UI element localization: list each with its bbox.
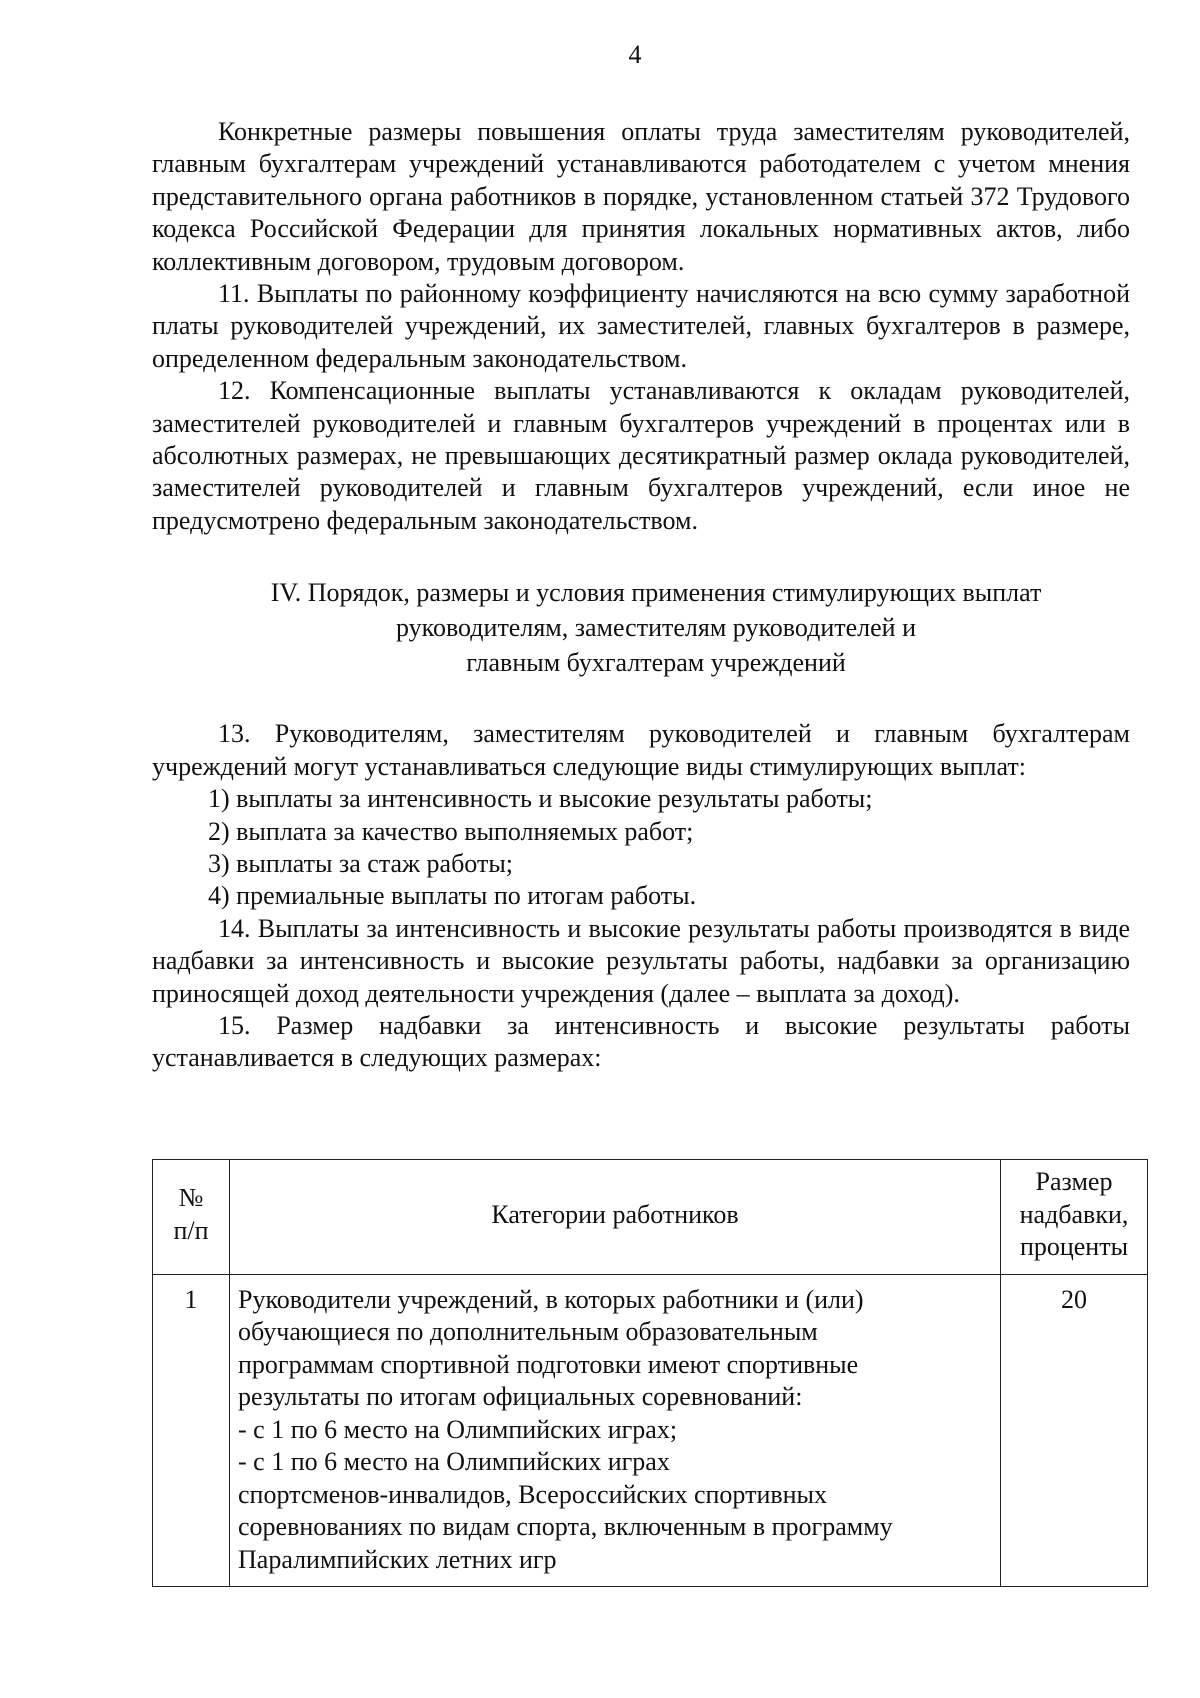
cell-num: 1 — [153, 1274, 230, 1587]
paragraph-13-intro: 13. Руководителям, заместителям руководителей и главным бухгалтерам учреждений могут устанавливаться следующие виды стимулирующих выплат: — [152, 719, 1130, 781]
header-category: Категории работников — [230, 1160, 1001, 1275]
category-line: - с 1 по 6 место на Олимпийских играх — [238, 1447, 670, 1476]
document-body — [152, 116, 1130, 1075]
paragraph-15-size: 15. Размер надбавки за интенсивность и высокие результаты работы устанавливается в следующих размерах: — [152, 1010, 1130, 1073]
page-number: 4 — [628, 40, 642, 69]
cell-size: 20 — [1001, 1274, 1148, 1587]
header-size-line: надбавки, — [1019, 1199, 1129, 1229]
section-iv-heading — [152, 575, 1130, 680]
category-line: обучающиеся по дополнительным образовательным — [238, 1317, 818, 1346]
category-line: Паралимпийских летних игр — [238, 1544, 557, 1574]
section-heading-line: главным бухгалтерам учреждений — [466, 648, 846, 678]
header-size — [1001, 1160, 1148, 1275]
cell-category — [230, 1274, 1001, 1587]
category-line: спортсменов-инвалидов, Всероссийских спортивных — [238, 1479, 828, 1509]
paragraph-12-compensation: 12. Компенсационные выплаты устанавливаются к окладам руководителей, заместителей руководителей и главным бухгалтеров учреждений в процентах или в абсолютных размерах, не превышающих десятикратный размер оклада руководителей, заместителей руководителей и главным бухгалтеров учреждений, если иное не предусмотрено федеральным законодательством. — [152, 376, 1130, 535]
list-item: 4) премиальные выплаты по итогам работы. — [208, 881, 697, 911]
category-line: результаты по итогам официальных соревнований: — [238, 1382, 803, 1411]
category-line: Руководители учреждений, в которых работники и (или) — [238, 1284, 864, 1314]
table-row — [153, 1274, 1148, 1587]
section-heading-line: IV. Порядок, размеры и условия применения стимулирующих выплат — [270, 578, 1042, 608]
list-item: 3) выплаты за стаж работы; — [208, 848, 514, 878]
header-size-line: Размер — [1035, 1167, 1113, 1196]
paragraph-14-intensity: 14. Выплаты за интенсивность и высокие результаты работы производятся в виде надбавки за интенсивность и высокие результаты работы, надбавки за организацию приносящей доход деятельности учреждения (далее – выплата за доход). — [152, 913, 1130, 1008]
header-num — [153, 1160, 230, 1275]
section-heading-line: руководителям, заместителям руководителей и — [395, 613, 916, 643]
bonus-table — [152, 1159, 1148, 1587]
paragraph-deputy-raise: Конкретные размеры повышения оплаты труда заместителям руководителей, главным бухгалтерам учреждений устанавливаются работодателем с учетом мнения представительного органа работников в порядке, установленном статьей 372 Трудового кодекса Российской Федерации для принятия локальных нормативных актов, либо коллективным договором, трудовым договором. — [152, 117, 1130, 276]
table-header-row — [153, 1160, 1148, 1275]
list-item: 2) выплата за качество выполняемых работ; — [208, 816, 694, 846]
header-num-line: № — [178, 1183, 204, 1213]
category-line: программам спортивной подготовки имеют спортивные — [238, 1349, 859, 1379]
list-item: 1) выплаты за интенсивность и высокие результаты работы; — [208, 784, 873, 814]
category-line: - с 1 по 6 место на Олимпийских играх; — [238, 1414, 678, 1444]
header-num-line: п/п — [173, 1215, 209, 1245]
category-line: соревнованиях по видам спорта, включенным в программу — [238, 1512, 893, 1541]
header-size-line: проценты — [1019, 1232, 1129, 1261]
paragraph-11-regional-coefficient: 11. Выплаты по районному коэффициенту начисляются на всю сумму заработной платы руководителей учреждений, их заместителей, главных бухгалтеров в размере, определенном федеральным законодательством. — [152, 279, 1130, 373]
